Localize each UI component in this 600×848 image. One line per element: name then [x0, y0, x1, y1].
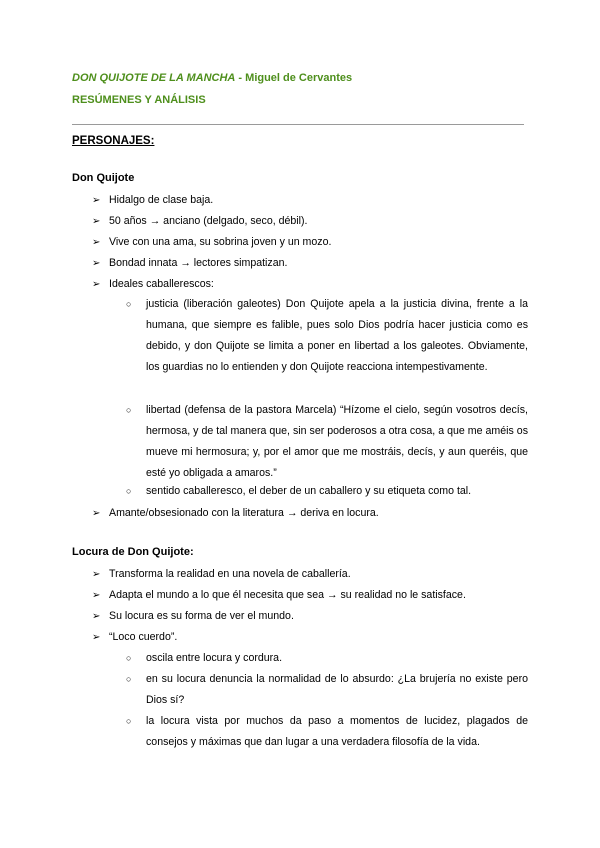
list-item: ➢ Amante/obsesionado con la literatura → deriva en locura. — [92, 503, 532, 524]
list-item: ➢ “Loco cuerdo”. — [92, 627, 532, 648]
arrow-bullet-icon: ➢ — [92, 508, 101, 519]
sub-list-item: ○ libertad (defensa de la pastora Marcela) “Hízome el cielo, según vosotros decís, hermosa, y de tal manera que, sin ser poderosos a otra cosa, a que me améis os mueve mi hermosura; y, por el amor que me mostráis, decís, y aun queréis, que esté yo obligada a amaros.” — [126, 400, 528, 484]
sub-list-item: ○ la locura vista por muchos da paso a momentos de lucidez, plagados de consejos y máximas que dan lugar a una verdadera filosofía de la vida. — [126, 711, 528, 753]
sub-list-item: ○ sentido caballeresco, el deber de un caballero y su etiqueta como tal. — [126, 481, 528, 502]
sub-list-item: ○ justicia (liberación galeotes) Don Quijote apela a la justicia divina, frente a la humana, que siempre es falible, pues solo Dios podría hacer justicia como es debido, y don Quijote se limita a poner en libertad a los galeotes. Obviamente, los guardias no lo entienden y don Quijote reacciona intempestivamente. — [126, 294, 528, 378]
list-item: ➢ Vive con una ama, su sobrina joven y un mozo. — [92, 232, 532, 253]
arrow-bullet-icon: ➢ — [92, 237, 101, 248]
arrow-bullet-icon: ➢ — [92, 216, 101, 227]
arrow-bullet-icon: ➢ — [92, 195, 101, 206]
heading-don-quijote: Don Quijote — [72, 172, 135, 184]
sub-list-item: ○ en su locura denuncia la normalidad de lo absurdo: ¿La brujería no existe pero Dios sí? — [126, 669, 528, 711]
list-item: ➢ 50 años → anciano (delgado, seco, débil). — [92, 211, 532, 232]
list-item: ➢ Su locura es su forma de ver el mundo. — [92, 606, 532, 627]
list-item: ➢ Hidalgo de clase baja. — [92, 190, 532, 211]
section-title: PERSONAJES: — [72, 135, 155, 147]
document-title — [72, 72, 352, 84]
arrow-bullet-icon: ➢ — [92, 590, 101, 601]
list-item: ➢ Ideales caballerescos: — [92, 274, 532, 295]
circle-bullet-icon: ○ — [126, 486, 132, 496]
sub-list-item: ○ oscila entre locura y cordura. — [126, 648, 528, 669]
title-work: DON QUIJOTE DE LA MANCHA — [72, 72, 236, 84]
circle-bullet-icon: ○ — [126, 405, 132, 415]
arrow-bullet-icon: ➢ — [92, 569, 101, 580]
list-item: ➢ Adapta el mundo a lo que él necesita que sea → su realidad no le satisface. — [92, 585, 532, 606]
arrow-bullet-icon: ➢ — [92, 279, 101, 290]
arrow-bullet-icon: ➢ — [92, 632, 101, 643]
arrow-bullet-icon: ➢ — [92, 258, 101, 269]
heading-locura: Locura de Don Quijote: — [72, 546, 194, 558]
circle-bullet-icon: ○ — [126, 674, 132, 684]
document-subtitle: RESÚMENES Y ANÁLISIS — [72, 94, 206, 106]
title-author: - Miguel de Cervantes — [235, 72, 353, 84]
circle-bullet-icon: ○ — [126, 716, 132, 726]
list-item: ➢ Transforma la realidad en una novela de caballería. — [92, 564, 532, 585]
horizontal-divider — [72, 124, 524, 125]
circle-bullet-icon: ○ — [126, 653, 132, 663]
circle-bullet-icon: ○ — [126, 299, 132, 309]
arrow-bullet-icon: ➢ — [92, 611, 101, 622]
list-item: ➢ Bondad innata → lectores simpatizan. — [92, 253, 532, 274]
